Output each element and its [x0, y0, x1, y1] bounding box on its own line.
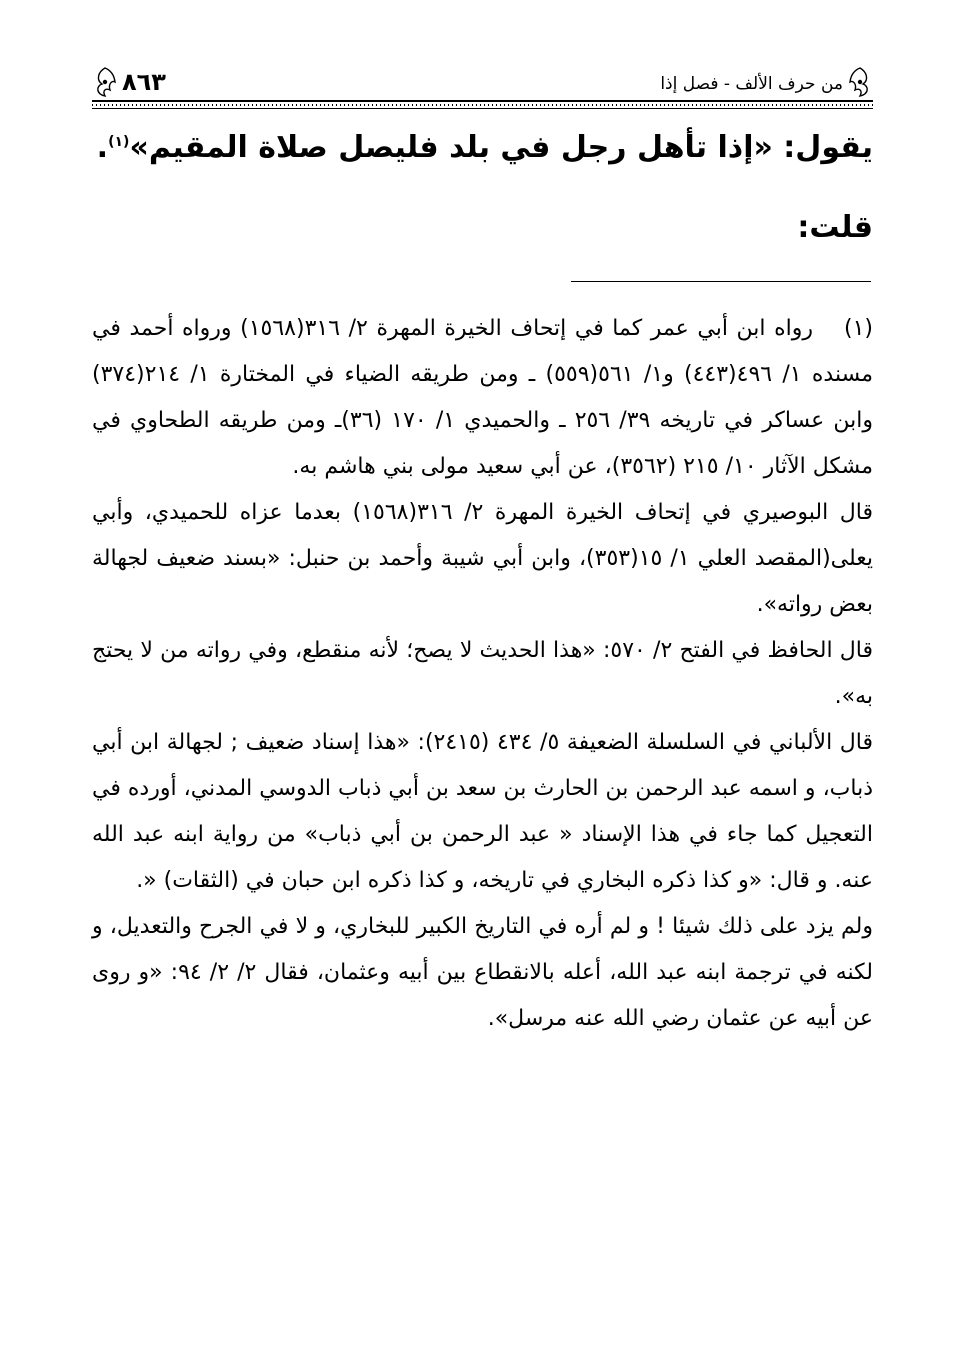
footnote-paragraph: ولم يزد على ذلك شيئا ! و لم أره في التاريخ الكبير للبخاري، و لا في الجرح والتعديل، و لكنه في ترجمة ابنه عبد الله، أعله بالانقطاع بين أبيه وعثمان، فقال ٢/ ٢/ ٩٤: «و روى عن أبيه عن عثمان رضي الله عنه مرسل». — [92, 914, 874, 1031]
footnote-paragraph — [92, 306, 873, 490]
running-header-title: من حرف الألف - فصل إذا — [660, 74, 843, 94]
footnote-paragraph: قال الألباني في السلسلة الضعيفة ٥/ ٤٣٤ (٢٤١٥): «هذا إسناد ضعيف ; لجهالة ابن أبي ذباب، و اسمه عبد الرحمن بن الحارث بن سعد بن أبي ذباب الدوسي المدني، أورده في التعجيل كما جاء في هذا الإسناد « عبد الرحمن بن أبي ذباب» من رواية ابنه عبد الله عنه. و قال: «و كذا ذكره البخاري في تاريخه، و كذا ذكره ابن حبان في (الثقات) «. — [92, 730, 874, 893]
main-quote-end: . — [96, 130, 109, 165]
footnote-paragraph: قال البوصيري في إتحاف الخيرة المهرة ٢/ ٣١٦(١٥٦٨) بعدما عزاه للحميدي، وأبي يعلى(المقصد العلي ١/ ١٥(٣٥٣)، وابن أبي شيبة وأحمد بن حنبل: «بسند ضعيف لجهالة بعض رواته». — [92, 500, 874, 617]
footnote-body — [92, 306, 873, 1042]
footnote-number: (١) — [844, 316, 874, 341]
page-number: ٨٦٣ — [122, 68, 166, 96]
ornament-left-icon — [92, 66, 118, 98]
footnote-paragraph: قال الحافظ في الفتح ٢/ ٥٧٠: «هذا الحديث لا يصح؛ لأنه منقطع، وفي رواته من لا يحتج به». — [92, 638, 873, 709]
ornament-right-icon — [847, 66, 873, 98]
footnote-separator — [571, 281, 871, 282]
main-quote: يقول: «إذا تأهل رجل في بلد فليصل صلاة المقيم» — [129, 130, 873, 165]
footnote-reference: (١) — [108, 134, 130, 150]
page-header — [92, 66, 873, 100]
header-rule — [92, 100, 873, 109]
footnote-text: رواه ابن أبي عمر كما في إتحاف الخيرة المهرة ٢/ ٣١٦(١٥٦٨) ورواه أحمد في مسنده ١/ ٤٩٦(٤٤٣) و١/ ٥٦١(٥٥٩) ـ ومن طريقه الضياء في المختارة ١/ ٢١٤(٣٧٤) وابن عساكر في تاريخه ٣٩/ ٢٥٦ ـ والحميدي ١/ ١٧٠ (٣٦)ـ ومن طريقه الطحاوي في مشكل الآثار ١٠/ ٢١٥ (٣٥٦٢)، عن أبي سعيد مولى بني هاشم به. — [92, 316, 874, 479]
main-text-line — [92, 130, 873, 165]
main-text-heading: قلت: — [797, 210, 873, 245]
